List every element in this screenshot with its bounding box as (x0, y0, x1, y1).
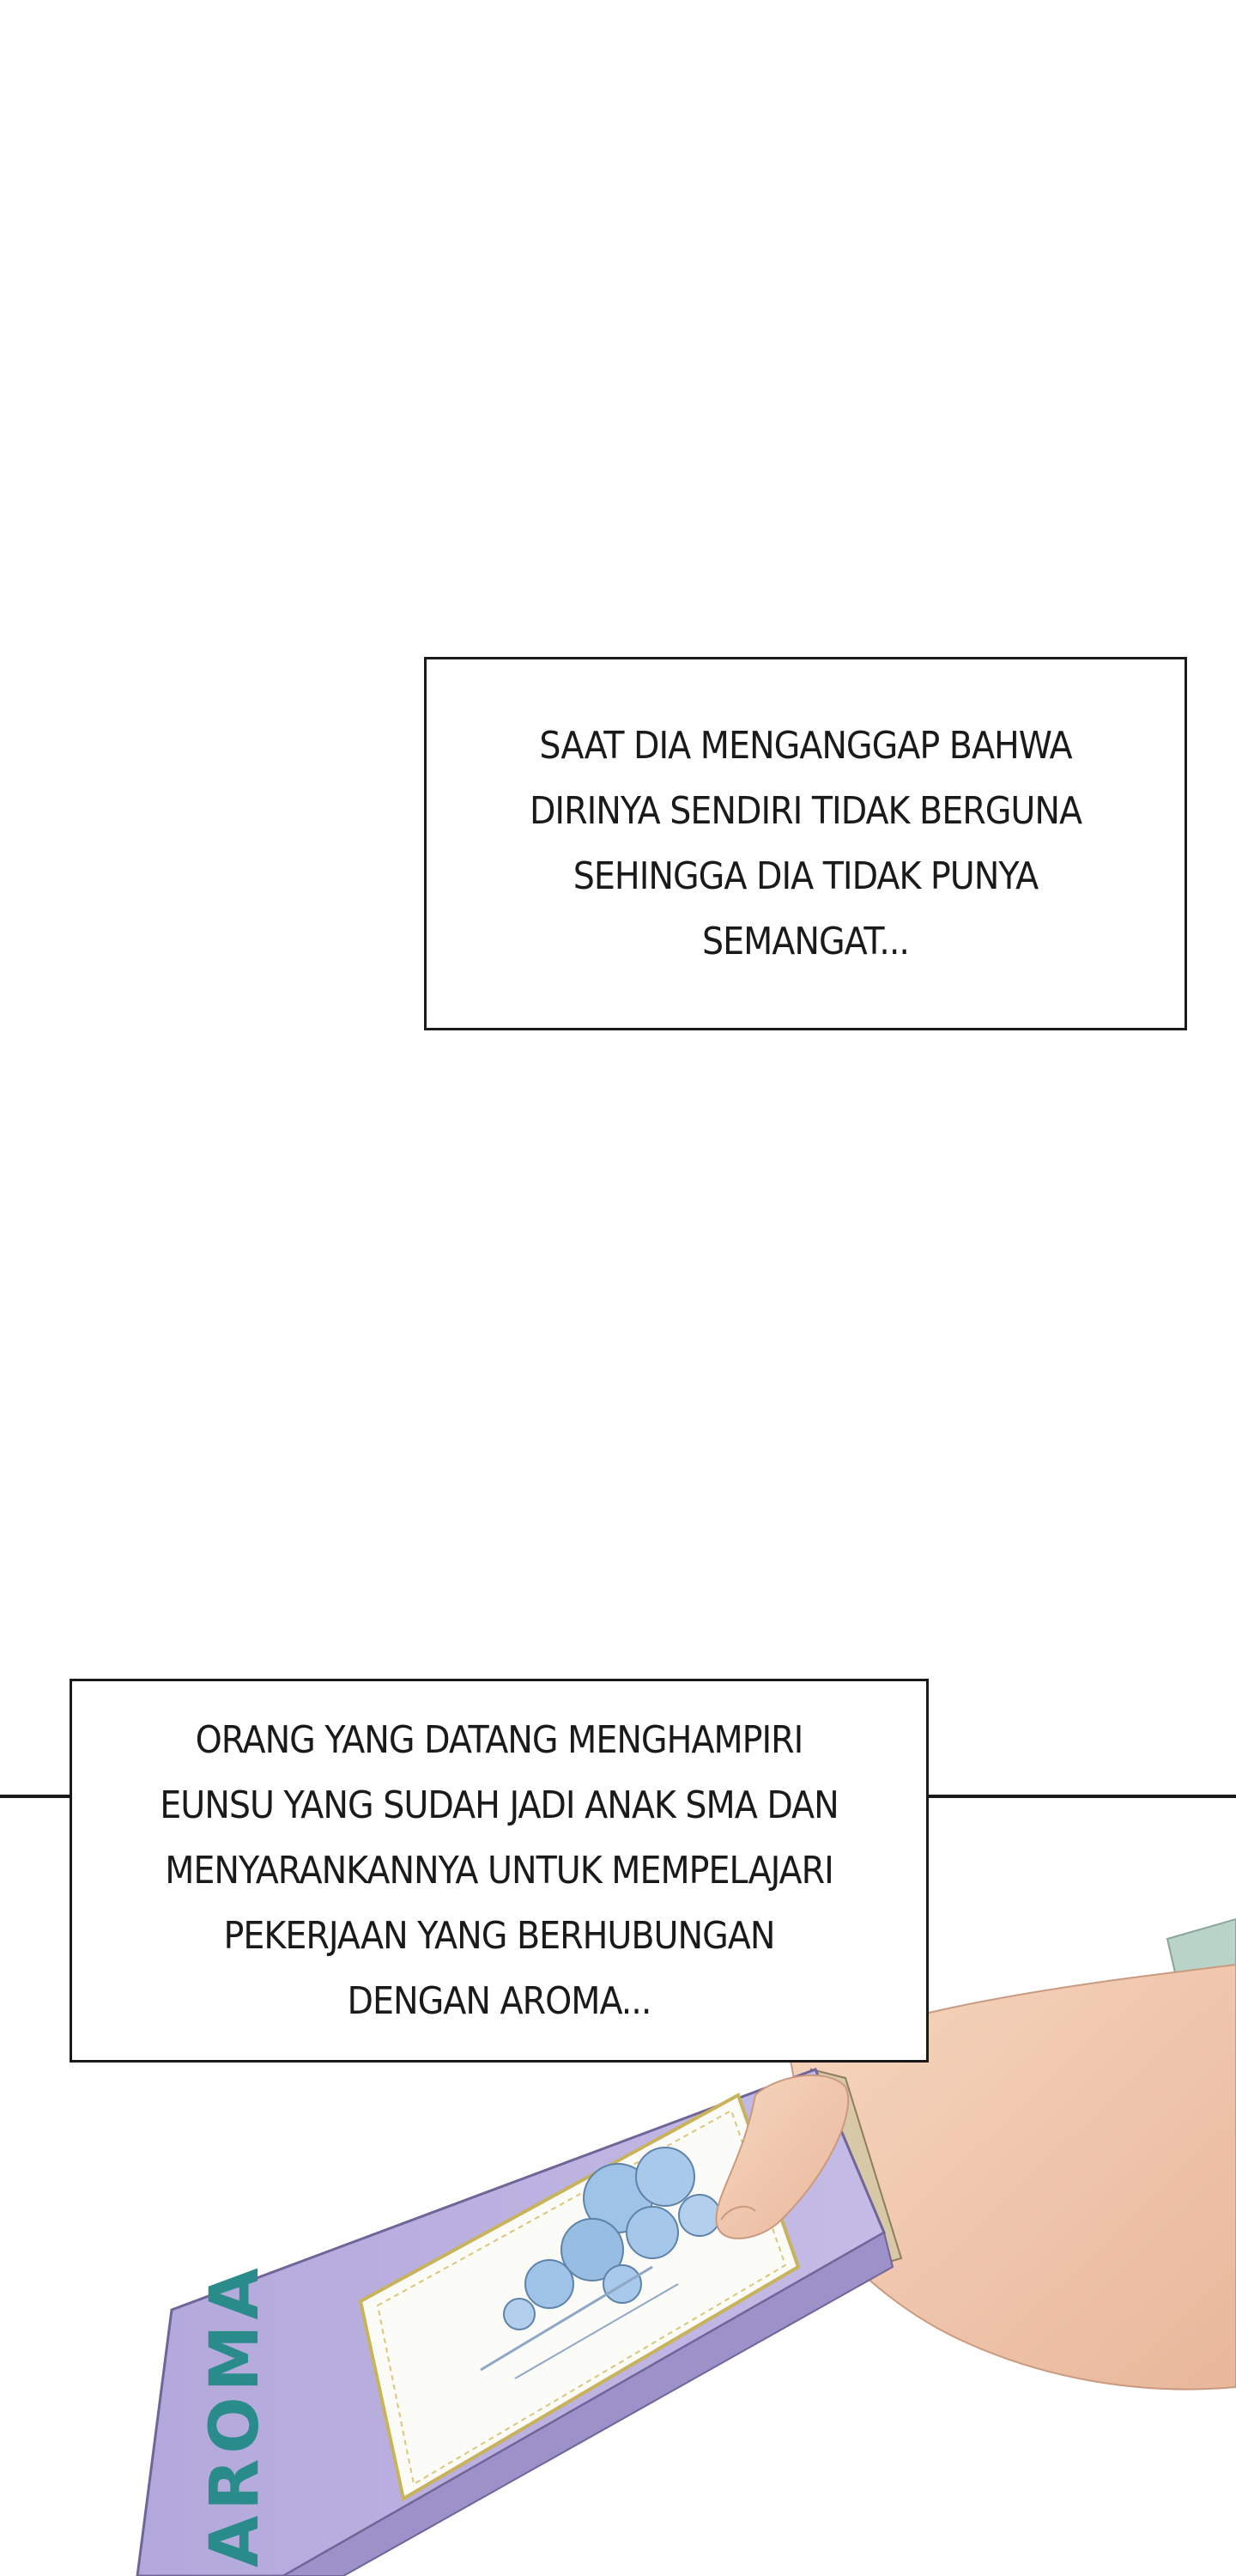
narration-caption-2 (70, 1679, 929, 2063)
narration-text-2: ORANG YANG DATANG MENGHAMPIRI EUNSU YANG SUDAH JADI ANAK SMA DAN MENYARANKANNYA UNTUK MEMPELAJARI PEKERJAAN YANG BERHUBUNGAN DENGAN AROMA... (160, 1717, 839, 2023)
book-title-text: AROMA (197, 2263, 274, 2567)
narration-caption-1 (424, 657, 1187, 1030)
narration-text-1: SAAT DIA MENGANGGAP BAHWA DIRINYA SENDIRI TIDAK BERGUNA SEHINGGA DIA TIDAK PUNYA SEMANGAT... (529, 723, 1082, 963)
